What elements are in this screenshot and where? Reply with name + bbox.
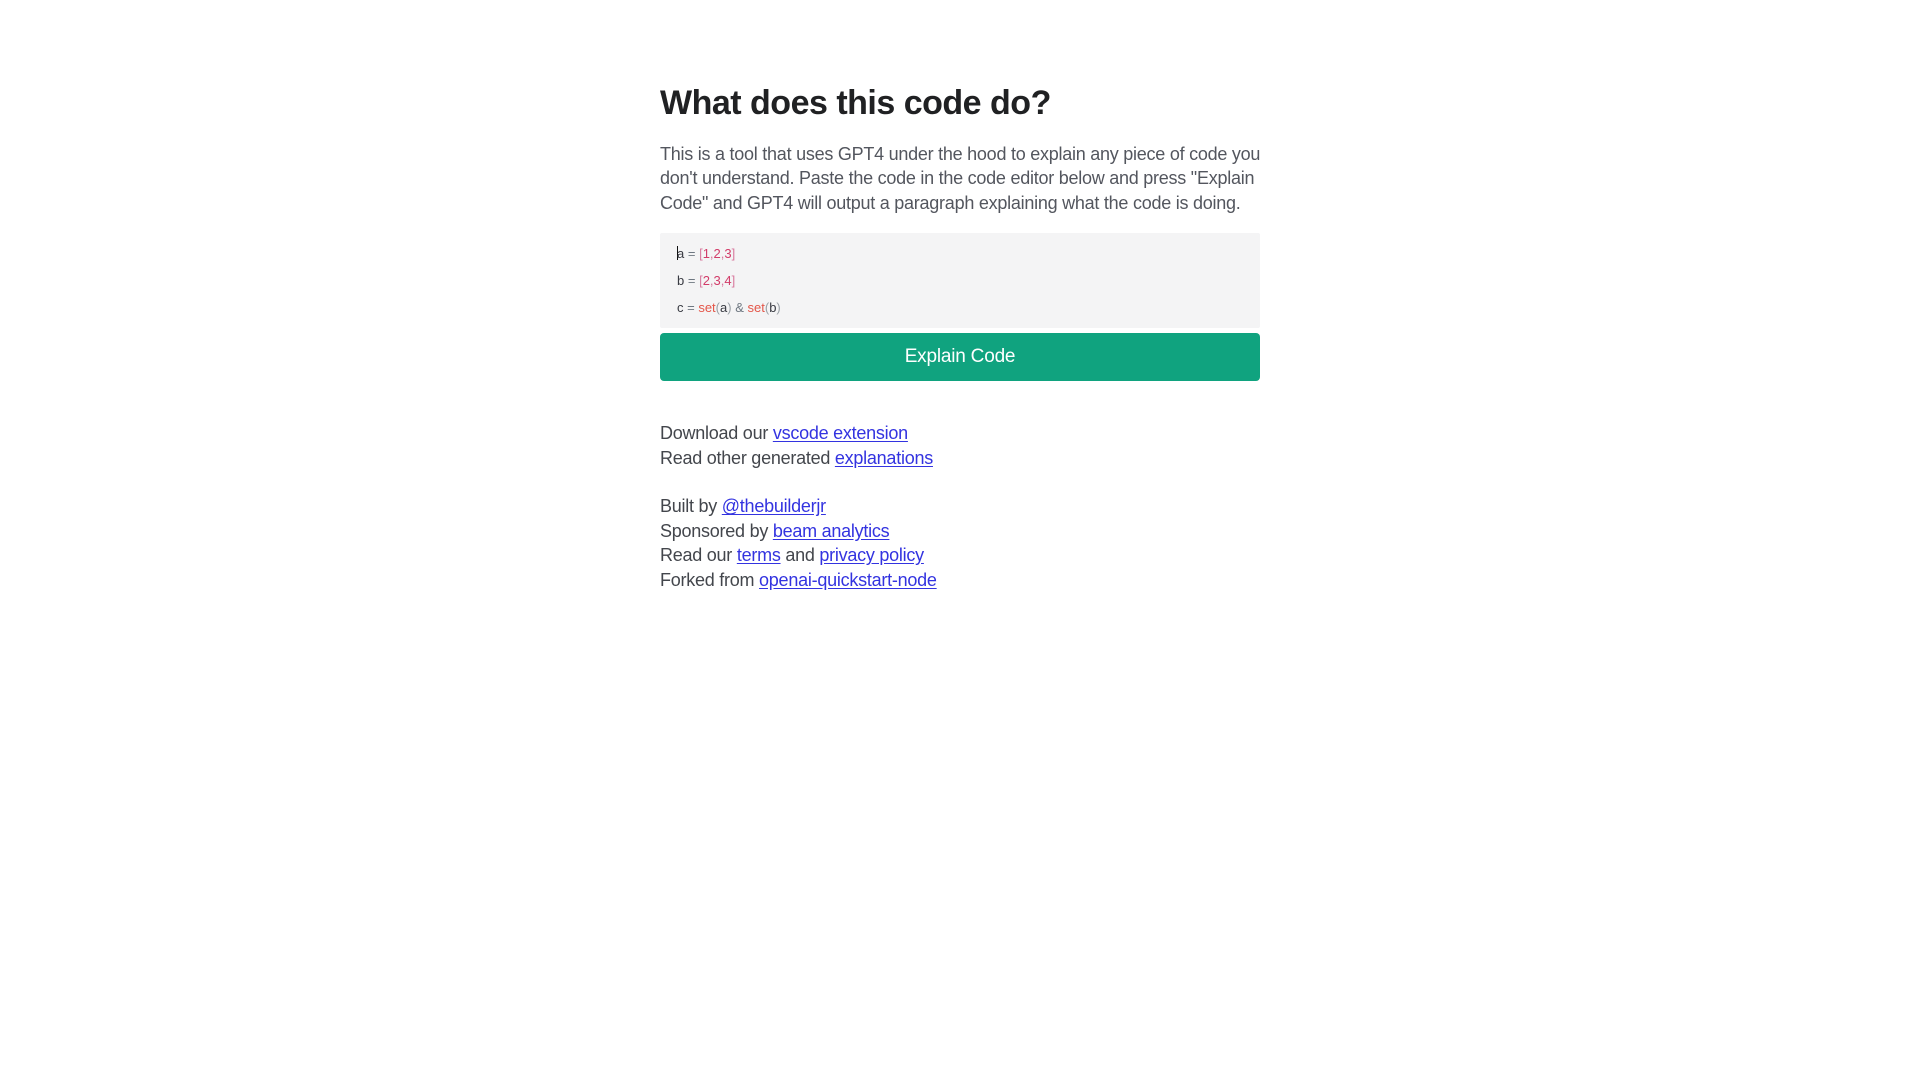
read-explanations-line xyxy=(660,446,1260,471)
thebuilderjr-link[interactable]: @thebuilderjr xyxy=(721,496,826,516)
description-line-2: don't understand. Paste the code in the code editor below and press "Explain xyxy=(660,168,1255,188)
code-token-variable: a xyxy=(677,246,685,261)
code-token-operator: = xyxy=(684,273,700,288)
code-token-number: 2 xyxy=(713,246,721,261)
code-token-paren: ( xyxy=(715,300,721,315)
code-token-paren: ) xyxy=(727,300,732,315)
terms-privacy-line xyxy=(660,543,1260,568)
static-text: Sponsored by xyxy=(660,520,773,541)
code-token-function: set xyxy=(698,300,716,315)
code-token-bracket: , xyxy=(720,246,725,261)
code-token-variable: b xyxy=(677,273,685,288)
code-line xyxy=(677,294,1243,321)
links-section xyxy=(660,421,1260,470)
code-token-bracket: [ xyxy=(699,273,703,288)
description-line-3: Code" and GPT4 will output a paragraph explaining what the code is doing. xyxy=(660,192,1241,213)
privacy-policy-link[interactable]: privacy policy xyxy=(819,545,924,565)
code-token-bracket: ] xyxy=(731,246,736,261)
main-content xyxy=(660,0,1260,592)
code-token-number: 3 xyxy=(713,273,721,288)
code-token-bracket: , xyxy=(709,273,714,288)
code-token-bracket: , xyxy=(709,246,714,261)
static-text: Download our xyxy=(660,423,773,443)
code-token-bracket: , xyxy=(720,273,725,288)
code-token-operator: = xyxy=(683,300,699,315)
page-description xyxy=(660,142,1260,216)
code-token-number: 1 xyxy=(702,246,710,261)
beam-analytics-link[interactable]: beam analytics xyxy=(772,520,890,541)
code-token-function: set xyxy=(747,300,765,315)
static-text: Built by xyxy=(660,496,722,516)
code-token-number: 4 xyxy=(724,273,732,288)
terms-link[interactable]: terms xyxy=(736,545,781,565)
code-token-number: 3 xyxy=(724,246,732,261)
code-token-number: 2 xyxy=(702,273,710,288)
vscode-extension-link[interactable]: vscode extension xyxy=(772,423,908,443)
static-text: and xyxy=(780,545,820,565)
static-text: Read our xyxy=(660,545,737,565)
code-token-variable: a xyxy=(720,300,728,315)
code-token-paren: ( xyxy=(764,300,770,315)
openai-quickstart-node-link[interactable]: openai-quickstart-node xyxy=(759,569,937,590)
explanations-link[interactable]: explanations xyxy=(834,447,933,468)
code-token-variable: b xyxy=(769,300,777,315)
description-line-1: This is a tool that uses GPT4 under the hood to explain any piece of code you xyxy=(660,143,1261,164)
forked-from-line xyxy=(660,568,1260,593)
footer-section xyxy=(660,494,1260,592)
code-token-paren: ) xyxy=(776,300,781,315)
explain-code-button[interactable]: Explain Code xyxy=(660,333,1260,381)
code-line xyxy=(677,267,1243,294)
code-token-variable: c xyxy=(677,300,684,315)
code-token-operator: = xyxy=(684,246,700,261)
download-extension-line xyxy=(660,421,1260,446)
code-editor[interactable] xyxy=(660,233,1260,328)
page-title: What does this code do? xyxy=(660,84,1051,122)
built-by-line xyxy=(660,494,1260,519)
code-line xyxy=(677,240,1243,267)
code-token-bracket: [ xyxy=(699,246,703,261)
code-token-operator: & xyxy=(731,300,748,315)
sponsored-by-line xyxy=(660,519,1260,544)
static-text: Read other generated xyxy=(660,447,835,468)
code-token-bracket: ] xyxy=(731,273,736,288)
static-text: Forked from xyxy=(660,569,760,590)
